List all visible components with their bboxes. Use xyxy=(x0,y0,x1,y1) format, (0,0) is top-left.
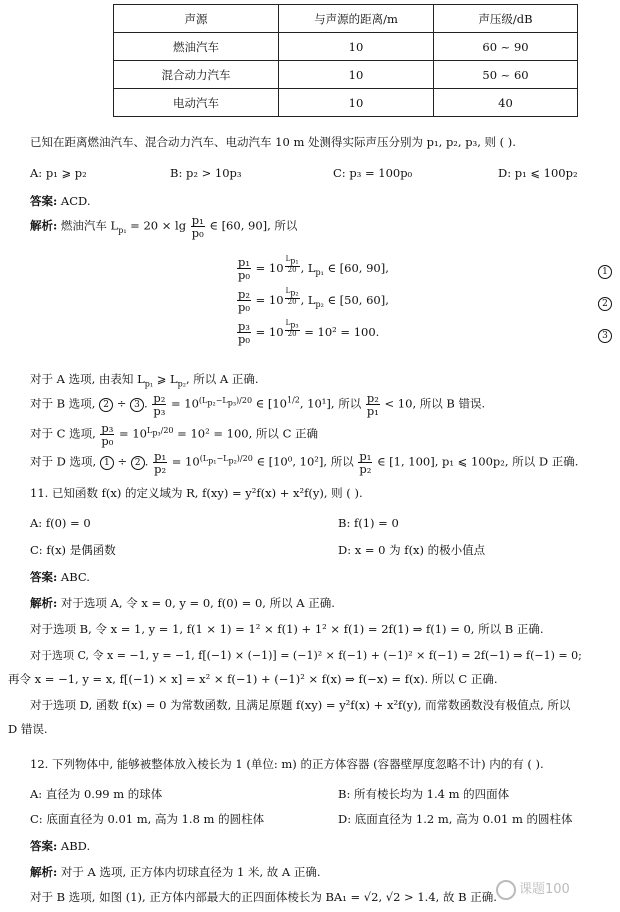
q10-option-d: D: p₁ ⩽ 100p₂ xyxy=(498,166,578,180)
eq-text: , L xyxy=(300,260,316,275)
q12-stem: 12. 下列物体中, 能够被整体放入棱长为 1 (单位: m) 的正方体容器 (容器壁厚度忽略不计) 内的有 ( ). xyxy=(30,757,544,771)
q11-option-b: B: f(1) = 0 xyxy=(338,516,399,530)
q11-stem: 11. 已知函数 f(x) 的定义域为 R, f(xy) = y²f(x) + x²f(y), 则 ( ). xyxy=(30,486,363,500)
equation-2: $\frac{\text{p₂}}{\text{p₀}}$ = 10 $^{\frac{L_{p_2}}{20}}$ , $L_{p_2}$ ∈ [50, 60], xyxy=(238,287,389,315)
table-row xyxy=(114,89,578,117)
q12-analysis-2: 对于 B 选项, 如图 (1), 正方体内部最大的正四面体棱长为 BA₁ = √2, √2 > 1.4, 故 B 正确. xyxy=(30,890,497,904)
table-cell: 电动汽车 xyxy=(114,89,279,117)
q12-option-a: A: 直径为 0.99 m 的球体 xyxy=(30,787,163,801)
eq-text: ∈ [60, 90], xyxy=(323,260,389,275)
table-cell: 混合动力汽车 xyxy=(114,61,279,89)
analysis-label: 解析: xyxy=(30,865,58,879)
q11-answer xyxy=(30,569,90,585)
table-header: 声压级/dB xyxy=(434,5,578,33)
q11-analysis-5: 对于选项 D, 函数 f(x) = 0 为常数函数, 且满足原题 f(xy) = y²f(x) + x²f(y), 而常数函数没有极值点, 所以 xyxy=(30,698,571,712)
q10-line-d: 对于 D 选项, 1 ÷ 2 . $\frac{\text{p₁}}{\text{p₂}}$ = $10^{(L_{p_1}-L_{p_2})/20}$ ∈ [10⁰, 10²], 所以 $\frac{\text{p₁}}{\text{p₂}}$ ∈ [1, 100], p₁ ⩽ 100p₂, 所以 D 正确. xyxy=(30,449,579,477)
table-cell: 燃油汽车 xyxy=(114,33,279,61)
q11-analysis-3: 对于选项 C, 令 x = −1, y = −1, f[(−1) × (−1)] = (−1)² × f(−1) + (−1)² × f(−1) = 2f(−1) ⇒ f(−1) = 0; xyxy=(30,649,582,662)
eq-text: = 10² = 100. xyxy=(300,324,380,339)
answer-value: ABD. xyxy=(60,839,91,853)
q11-analysis-6: D 错误. xyxy=(8,722,48,736)
table-cell: 10 xyxy=(279,61,434,89)
q10-line-c: 对于 C 选项, $\frac{\text{p₃}}{\text{p₀}}$ = $10^{L_{p_3}/20} = 10^2 = 100$, 所以 C 正确 xyxy=(30,421,319,449)
q10-answer xyxy=(30,193,90,209)
table-cell: 10 xyxy=(279,33,434,61)
answer-label: 答案: xyxy=(30,570,58,584)
table-header-row xyxy=(114,5,578,33)
q10-option-a: A: p₁ ⩾ p₂ xyxy=(30,166,87,180)
table-row xyxy=(114,61,578,89)
sound-source-table xyxy=(113,4,578,117)
equation-1: $\frac{\text{p₁}}{\text{p₀}}$ = 10 $^{\frac{L_{p_1}}{20}}$ , $L_{p_1}$ ∈ [60, 90], xyxy=(238,255,389,283)
answer-label: 答案: xyxy=(30,194,58,208)
q11-option-a: A: f(0) = 0 xyxy=(30,516,91,530)
q11-option-d: D: x = 0 为 f(x) 的极小值点 xyxy=(338,543,486,557)
table-cell: 50 ~ 60 xyxy=(434,61,578,89)
q12-option-c: C: 底面直径为 0.01 m, 高为 1.8 m 的圆柱体 xyxy=(30,812,265,826)
answer-label: 答案: xyxy=(30,839,58,853)
watermark-logo-icon xyxy=(496,880,516,900)
q10-option-b: B: p₂ > 10p₃ xyxy=(170,166,242,180)
eq-text: ∈ [50, 60], xyxy=(323,292,389,307)
table-row xyxy=(114,33,578,61)
analysis-text: ∈ [60, 90], 所以 xyxy=(205,218,298,233)
table-header: 与声源的距离/m xyxy=(279,5,434,33)
q11-analysis-4: 再令 x = −1, y = x, f[(−1) × x] = x² × f(−1) + (−1)² × f(x) ⇒ f(−x) = f(x). 所以 C 正确. xyxy=(8,672,498,686)
q11-analysis-1: 解析: 对于选项 A, 令 x = 0, y = 0, f(0) = 0, 所以 A 正确. xyxy=(30,596,335,610)
equation-3: $\frac{\text{p₃}}{\text{p₀}}$ = 10 $^{\frac{L_{p_3}}{20}}$ = 10² = 100. xyxy=(238,319,380,347)
analysis-text: 燃油汽车 L xyxy=(60,218,119,233)
table-header: 声源 xyxy=(114,5,279,33)
table-cell: 40 xyxy=(434,89,578,117)
equation-number: 2 xyxy=(598,296,612,311)
q10-line-b: 对于 B 选项, 2 ÷ 3 . $\frac{\text{p₂}}{\text{p₃}}$ = $10^{(L_{p_2}-L_{p_3})/20}$ ∈ [$10^{1/2}$, 10¹], 所以 $\frac{\text{p₂}}{\text{p₁}}$ < 10, 所以 B 错误. xyxy=(30,391,486,419)
analysis-label: 解析: xyxy=(30,596,58,610)
q11-analysis-2: 对于选项 B, 令 x = 1, y = 1, f(1 × 1) = 1² × f(1) + 1² × f(1) = 2f(1) ⇒ f(1) = 0, 所以 B 正确. xyxy=(30,622,544,636)
fraction: $\frac{\text{p₁}}{\text{p₀}}$ xyxy=(191,213,204,241)
answer-value: ACD. xyxy=(60,194,91,208)
q10-stem: 已知在距离燃油汽车、混合动力汽车、电动汽车 10 m 处测得实际声压分别为 p₁, p₂, p₃, 则 ( ). xyxy=(30,135,516,149)
q11-option-c: C: f(x) 是偶函数 xyxy=(30,543,116,557)
q12-option-b: B: 所有棱长均为 1.4 m 的四面体 xyxy=(338,787,510,801)
equation-number: 1 xyxy=(598,264,612,279)
analysis-text: = 20 × lg xyxy=(126,218,190,233)
equation-number: 3 xyxy=(598,328,612,343)
analysis-label: 解析: xyxy=(30,218,58,233)
q10-option-c: C: p₃ = 100p₀ xyxy=(333,166,413,180)
q12-answer xyxy=(30,838,90,854)
q12-option-d: D: 底面直径为 1.2 m, 高为 0.01 m 的圆柱体 xyxy=(338,812,573,826)
eq-text: , L xyxy=(300,292,316,307)
table-cell: 60 ~ 90 xyxy=(434,33,578,61)
table-cell: 10 xyxy=(279,89,434,117)
answer-value: ABC. xyxy=(60,570,90,584)
watermark: 课题100 xyxy=(496,878,570,900)
q12-analysis-1: 解析: 对于 A 选项, 正方体内切球直径为 1 米, 故 A 正确. xyxy=(30,865,321,879)
q10-analysis-intro: 解析: 燃油汽车 $L_{p_1} = 20 \times \lg$ $\frac{\text{p₁}}{\text{p₀}}$ ∈ [60, 90], 所以 xyxy=(30,213,298,241)
q10-line-a: 对于 A 选项, 由表知 $L_{p_1}$ ⩾ $L_{p_2}$, 所以 A 正确. xyxy=(30,372,259,389)
